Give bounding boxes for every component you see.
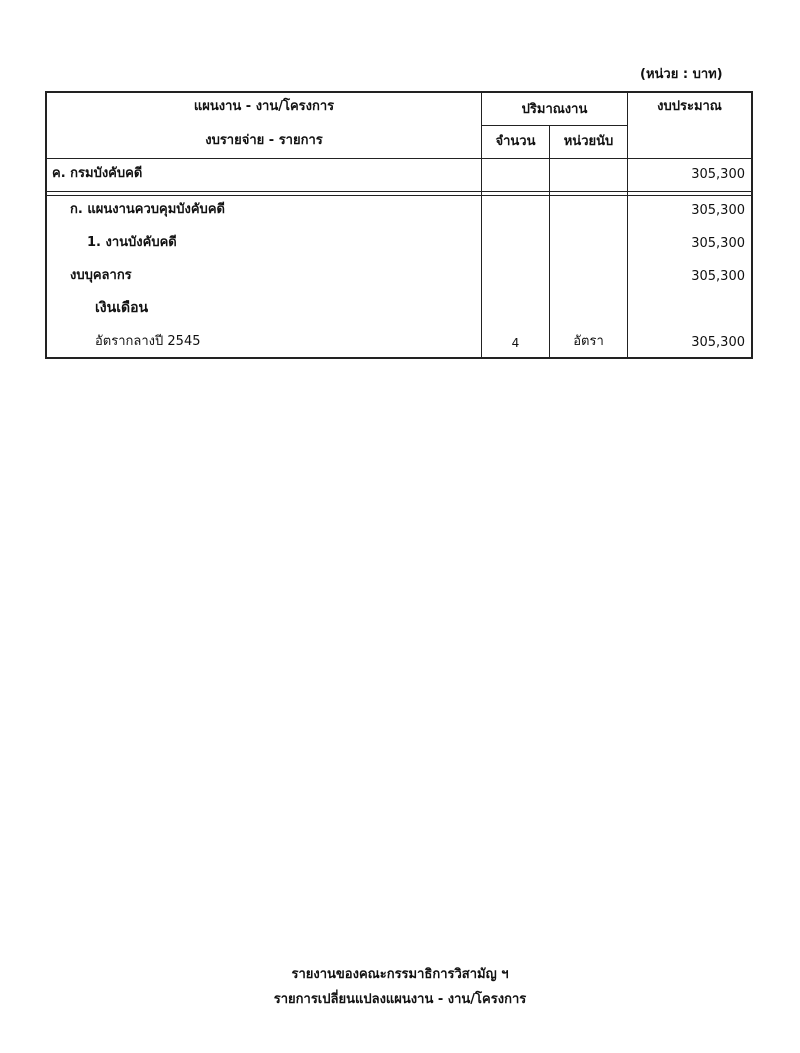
footer-line-1: รายงานของคณะกรรมาธิการวิสามัญ ฯ [291, 967, 509, 982]
unit-label: (หน่วย : บาท) [640, 67, 723, 82]
header-count-unit: หน่วยนับ [563, 134, 614, 149]
double-line-bottom [45, 195, 753, 196]
row-budget: 305,300 [691, 335, 745, 350]
header-divider [482, 125, 628, 126]
row-label: เงินเดือน [95, 300, 149, 316]
double-line-top [45, 191, 753, 192]
row-label: อัตรากลางปี 2545 [95, 334, 201, 349]
header-quantity: จำนวน [495, 134, 536, 149]
row-label: งบบุคลากร [70, 268, 132, 283]
row-quantity: 4 [511, 336, 520, 350]
header-budget: งบประมาณ [657, 99, 722, 114]
table-border-bottom [45, 357, 753, 359]
header-workload: ปริมาณงาน [521, 102, 588, 117]
column-divider [481, 91, 482, 359]
row-budget: 305,300 [691, 269, 745, 284]
department-budget: 305,300 [691, 167, 745, 182]
header-plan: แผนงาน - งาน/โครงการ [193, 99, 335, 114]
table-border-top [45, 91, 753, 93]
column-divider [627, 91, 628, 359]
row-budget: 305,300 [691, 203, 745, 218]
table-border-left [45, 91, 47, 359]
header-bottom [45, 158, 753, 159]
row-label: ก. แผนงานควบคุมบังคับคดี [70, 202, 225, 217]
header-expense: งบรายจ่าย - รายการ [205, 133, 323, 148]
row-budget: 305,300 [691, 236, 745, 251]
column-divider [549, 125, 550, 359]
table-border-right [751, 91, 753, 359]
row-label: 1. งานบังคับคดี [87, 235, 177, 250]
footer-line-2: รายการเปลี่ยนแปลงแผนงาน - งาน/โครงการ [273, 992, 527, 1007]
row-unit: อัตรา [573, 334, 604, 349]
department-label: ค. กรมบังคับคดี [52, 166, 143, 181]
